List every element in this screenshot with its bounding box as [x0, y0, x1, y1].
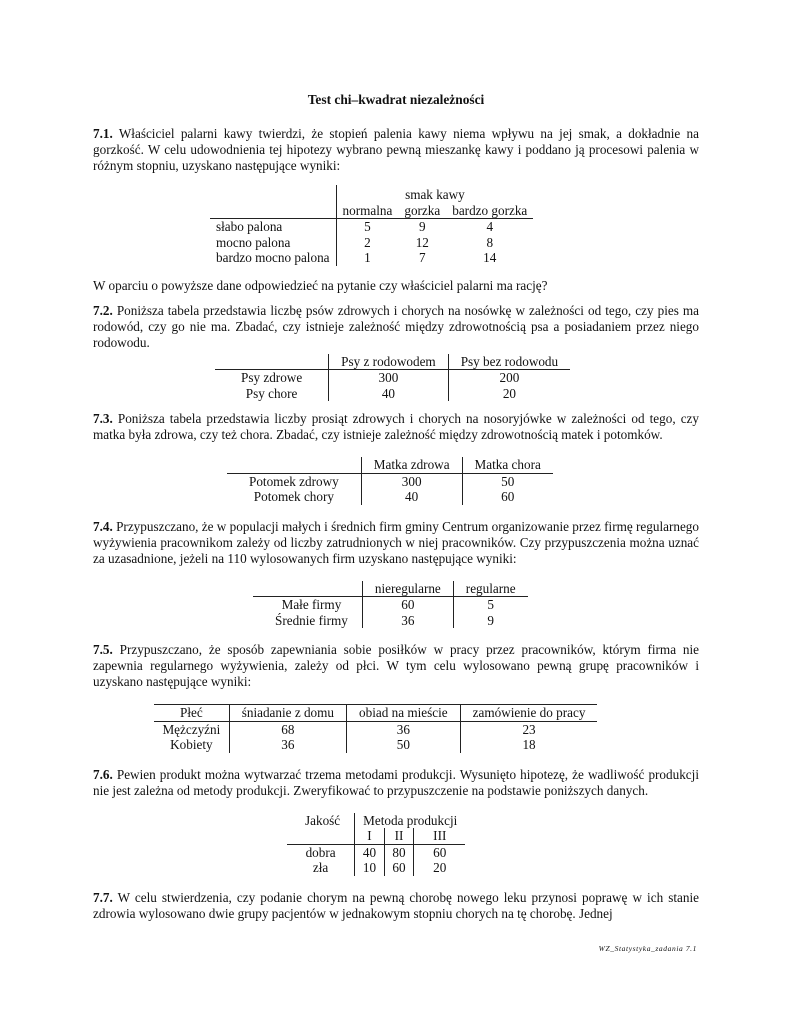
group-header: Metoda produkcji — [355, 813, 466, 829]
table-cell: 5 — [336, 219, 398, 235]
table-cell: 68 — [229, 721, 346, 737]
table-cell: 9 — [418, 219, 426, 234]
table-row — [154, 721, 597, 737]
table-cell: 14 — [483, 250, 497, 265]
row-label: Kobiety — [170, 737, 213, 752]
problem-7-3 — [93, 411, 699, 443]
problem-7-7 — [93, 890, 699, 922]
table-cell: 23 — [460, 721, 597, 737]
problem-text: Przypuszczano, że sposób zapewniania sobie posiłków w pracy przez pracowników, którym firma nie zapewnia regularnego wyżywienia, zależy od płci. W tym celu wylosowano pewną grupę pracowników i uzyskano następujące wyniki: — [93, 642, 700, 689]
table-row — [227, 473, 553, 489]
table-cell: 200 — [448, 370, 570, 386]
table-row — [287, 860, 465, 876]
problem-7-6 — [93, 767, 699, 799]
column-header: zamówienie do pracy — [460, 705, 597, 722]
table-cell: 2 — [336, 235, 398, 251]
group-header: smak kawy — [336, 185, 533, 203]
problem-7-4 — [93, 519, 699, 567]
row-label: Małe firmy — [281, 597, 342, 612]
table-cell: 8 — [486, 234, 494, 250]
meals-table — [154, 704, 597, 753]
column-header: Matka zdrowa — [361, 457, 462, 473]
table-row — [210, 219, 533, 235]
table-cell: 20 — [448, 386, 570, 402]
table-row — [253, 597, 528, 613]
problem-text: Pewien produkt można wytwarzać trzema metodami produkcji. Wysunięto hipotezę, że wadliwość produkcji nie jest zależna od metody produkcji. Zweryfikować to przypuszczenie na podstawie poniższych danych. — [93, 766, 699, 798]
problem-number: 7.3. — [93, 411, 113, 426]
table-row — [287, 844, 465, 860]
column-header: II — [384, 828, 414, 844]
column-header: Matka chora — [462, 457, 553, 473]
table-cell: 4 — [486, 219, 494, 234]
table-cell: 60 — [362, 597, 453, 613]
table-cell: 50 — [462, 473, 553, 489]
row-label: mocno palona — [216, 234, 291, 250]
table-row — [215, 386, 570, 402]
table-cell: 18 — [460, 737, 597, 753]
row-label: Potomek chory — [253, 489, 334, 504]
document-title: Test chi–kwadrat niezależności — [307, 92, 485, 107]
table-cell: 1 — [336, 250, 398, 266]
firms-table — [253, 581, 528, 629]
row-label: Potomek zdrowy — [249, 473, 339, 489]
problem-text: Poniższa tabela przedstawia liczby prosiąt zdrowych i chorych na nosoryjówke w zależności od tego, czy matka była zdrowa, czy też chora. Zbadać, czy istnieje zależność między zdrowotnością matek i potomków. — [93, 411, 699, 442]
table-row — [210, 235, 533, 251]
problem-number: 7.6. — [93, 766, 113, 782]
table-cell: 40 — [355, 844, 385, 860]
coffee-table — [210, 185, 533, 266]
table-cell: 10 — [355, 860, 385, 876]
table-cell: 300 — [329, 370, 449, 386]
problem-number: 7.2. — [93, 302, 113, 318]
table-cell: 20 — [414, 860, 466, 876]
column-header: Psy bez rodowodu — [448, 354, 570, 370]
table-cell: 60 — [414, 844, 466, 860]
table-cell: 7 — [418, 250, 426, 265]
table-cell: 36 — [362, 613, 453, 629]
table-cell: 40 — [329, 386, 449, 402]
table-cell: 5 — [453, 597, 527, 613]
problem-text: Poniższa tabela przedstawia liczbę psów zdrowych i chorych na nosówkę w zależności od tego, czy pies ma rodowód, czy go nie ma. Zbadać, czy istnieje zależność między zdrowotnością psa a posiadaniem przez niego rodowodu. — [93, 302, 700, 350]
row-label: bardzo mocno palona — [216, 250, 330, 265]
column-header: III — [414, 828, 466, 844]
row-label: zła — [312, 860, 329, 875]
problem-text: Przypuszczano, że w populacji małych i średnich firm gminy Centrum organizowanie przez firmę regularnego wyżywienia pracownikom zależy od liczby zatrudnionych w niej pracowników. Czy przypuszczenia można uznać za uzasadnione, jeżeli na 110 wylosowanych firm uzyskano następujące wyniki: — [93, 518, 699, 566]
production-table — [287, 813, 465, 876]
problem-number: 7.1. — [93, 126, 113, 141]
row-label: Średnie firmy — [275, 612, 348, 628]
column-header: gorzka — [398, 203, 446, 219]
problem-7-1 — [93, 126, 699, 174]
table-cell: 36 — [229, 737, 346, 753]
problem-text: Właściciel palarni kawy twierdzi, że stopień palenia kawy niema wpływu na jej smak, a dokładnie na gorzkość. W celu udowodnienia tej hipotezy wybrano pewną mieszankę kawy i poddano ją procesowi palenia w różnym stopniu, uzyskano następujące wyniki: — [93, 126, 699, 173]
table-cell: 36 — [347, 721, 461, 737]
row-label: dobra — [305, 844, 336, 860]
problem-number: 7.5. — [93, 642, 113, 657]
table-row — [215, 370, 570, 386]
table-cell: 60 — [462, 489, 553, 505]
column-header: nieregularne — [362, 581, 453, 597]
table-cell: 12 — [415, 234, 429, 250]
table-cell: 80 — [384, 844, 414, 860]
dogs-table — [215, 354, 570, 402]
row-label: Psy zdrowe — [241, 370, 303, 385]
row-label: Mężczyźni — [162, 721, 221, 737]
table-row — [210, 250, 533, 266]
table-cell: 60 — [384, 860, 414, 876]
table-row — [227, 489, 553, 505]
column-header: bardzo gorzka — [446, 203, 533, 219]
problem-number: 7.4. — [93, 518, 113, 534]
problem-number: 7.7. — [93, 889, 113, 905]
column-header: I — [355, 828, 385, 844]
column-header: Psy z rodowodem — [329, 354, 449, 370]
column-header: śniadanie z domu — [229, 705, 346, 722]
piglets-table — [227, 457, 553, 505]
table-cell: 300 — [361, 473, 462, 489]
row-label: słabo palona — [216, 219, 283, 234]
problem-7-5 — [93, 642, 699, 690]
row-label: Psy chore — [245, 385, 298, 401]
corner-header: Płeć — [154, 705, 229, 722]
problem-question: W oparciu o powyższe dane odpowiedzieć na pytanie czy właściciel palarni ma rację? — [93, 277, 548, 293]
column-header: normalna — [336, 203, 398, 219]
problem-text: W celu stwierdzenia, czy podanie chorym na pewną chorobę nowego leku przynosi poprawę w ich stanie zdrowia wylosowano dwie grupy pacjentów w jednakowym stopniu chorych na tę chorobę. Jednej — [93, 889, 699, 921]
document-page — [93, 92, 699, 922]
table-cell: 40 — [361, 489, 462, 505]
corner-header: Jakość — [305, 812, 341, 828]
table-row — [253, 613, 528, 629]
column-header: obiad na mieście — [347, 705, 461, 722]
table-cell: 9 — [453, 613, 527, 629]
table-cell: 50 — [347, 737, 461, 753]
table-row — [154, 737, 597, 753]
problem-7-2 — [93, 303, 699, 351]
page-footer: WZ_Statystyka_zadania 7.1 — [598, 944, 697, 953]
column-header: regularne — [453, 581, 527, 597]
